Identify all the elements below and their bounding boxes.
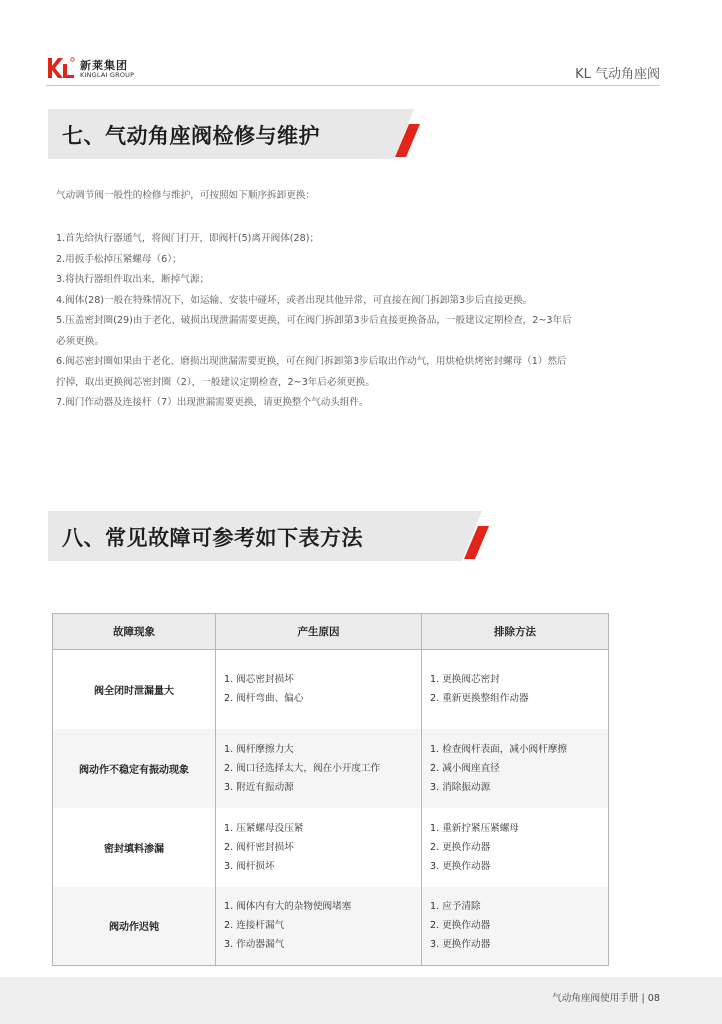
column-header-solution: 排除方法 xyxy=(422,614,609,650)
kl-logo-mark-icon xyxy=(46,56,76,80)
step-line: 7.阀门作动器及连接杆（7）出现泄漏需要更换，请更换整个气动头组件。 xyxy=(56,397,369,408)
cause-item: 1. 阀体内有大的杂物使阀堵塞 xyxy=(224,901,352,913)
solution-item: 2. 减小阀座直径 xyxy=(430,762,500,774)
step-line: 4.阀体(28)一般在特殊情况下，如运输、安装中碰坏，或者出现其他异常，可直接在阀门拆卸第3步后直接更换。 xyxy=(56,294,533,306)
section-7-banner xyxy=(48,109,428,159)
step-line: 3.将执行器组件取出来，断掉气源； xyxy=(56,274,210,285)
footer-page-label: 气动角座阀使用手册 | 08 xyxy=(552,993,660,1004)
step-line: 1.首先给执行器通气，将阀门打开，即阀杆(5)离开阀体(28)； xyxy=(56,233,320,244)
solution-item: 1. 重新拧紧压紧螺母 xyxy=(430,822,519,834)
cause-item: 2. 阀杆密封损坏 xyxy=(224,841,294,853)
brand-name-cn: 新莱集团 xyxy=(80,59,128,72)
solution-item: 2. 重新更换整组作动器 xyxy=(430,693,529,705)
kinglai-logo xyxy=(46,56,146,82)
cause-cell xyxy=(216,729,422,808)
troubleshooting-table xyxy=(52,613,608,966)
solution-cell xyxy=(422,887,609,966)
symptom-cell: 密封填料渗漏 xyxy=(53,808,216,887)
cause-cell xyxy=(216,808,422,887)
cause-cell xyxy=(216,650,422,729)
column-header-cause: 产生原因 xyxy=(216,614,422,650)
solution-item: 1. 应予清除 xyxy=(430,901,481,913)
brand-name-en: KINGLAI GROUP xyxy=(80,71,135,79)
column-header-symptom: 故障现象 xyxy=(53,614,216,650)
cause-item: 2. 连接杆漏气 xyxy=(224,920,285,932)
step-line: 拧掉，取出更换阀芯密封圈（2），一般建议定期检查，2~3年后必须更换。 xyxy=(56,376,375,388)
solution-item: 1. 检查阀杆表面，减小阀杆摩擦 xyxy=(430,743,567,755)
solution-item: 1. 更换阀芯密封 xyxy=(430,674,500,686)
solution-item: 2. 更换作动器 xyxy=(430,920,491,932)
cause-item: 3. 阀杆损坏 xyxy=(224,860,275,872)
maintenance-intro: 气动调节阀一般性的检修与维护，可按照如下顺序拆卸更换： xyxy=(56,190,316,201)
symptom-cell: 阀全闭时泄漏量大 xyxy=(53,650,216,729)
section-8-banner xyxy=(48,511,494,561)
table-row xyxy=(53,650,609,729)
cause-cell xyxy=(216,887,422,966)
cause-item: 1. 阀杆摩擦力大 xyxy=(224,743,294,755)
step-line: 5.压盖密封圈(29)由于老化、破损出现泄漏需要更换，可在阀门拆卸第3步后直接更换备品，一般建议定期检查，2~3年后 xyxy=(56,315,572,326)
solution-item: 3. 更换作动器 xyxy=(430,939,491,951)
solution-cell xyxy=(422,729,609,808)
page-footer xyxy=(0,977,722,1024)
solution-item: 3. 更换作动器 xyxy=(430,860,491,872)
cause-item: 3. 作动器漏气 xyxy=(224,939,285,951)
section-7-title: 七、气动角座阀检修与维护 xyxy=(62,124,320,148)
document-title: KL 气动角座阀 xyxy=(575,67,660,82)
table-row xyxy=(53,887,609,966)
cause-item: 3. 附近有振动源 xyxy=(224,781,294,793)
symptom-cell: 阀动作迟钝 xyxy=(53,887,216,966)
cause-item: 1. 压紧螺母没压紧 xyxy=(224,822,304,834)
maintenance-steps xyxy=(56,229,668,414)
solution-cell xyxy=(422,650,609,729)
header-divider xyxy=(46,85,660,86)
solution-item: 2. 更换作动器 xyxy=(430,841,491,853)
table-row xyxy=(53,808,609,887)
symptom-cell: 阀动作不稳定有振动现象 xyxy=(53,729,216,808)
step-line: 6.阀芯密封圈如果由于老化、磨损出现泄漏需要更换，可在阀门拆卸第3步后取出作动气，用烘枪烘烤密封螺母（1）然后 xyxy=(56,356,567,367)
solution-item: 3. 消除振动源 xyxy=(430,781,491,793)
cause-item: 1. 阀芯密封损坏 xyxy=(224,674,294,686)
cause-item: 2. 阀口径选择太大，阀在小开度工作 xyxy=(224,762,381,774)
cause-item: 2. 阀杆弯曲、偏心 xyxy=(224,693,304,705)
step-line: 2.用扳手松掉压紧螺母（6）； xyxy=(56,253,182,265)
section-8-title: 八、常见故障可参考如下表方法 xyxy=(62,526,363,550)
table-row xyxy=(53,729,609,808)
solution-cell xyxy=(422,808,609,887)
step-line: 必须更换。 xyxy=(56,335,104,347)
